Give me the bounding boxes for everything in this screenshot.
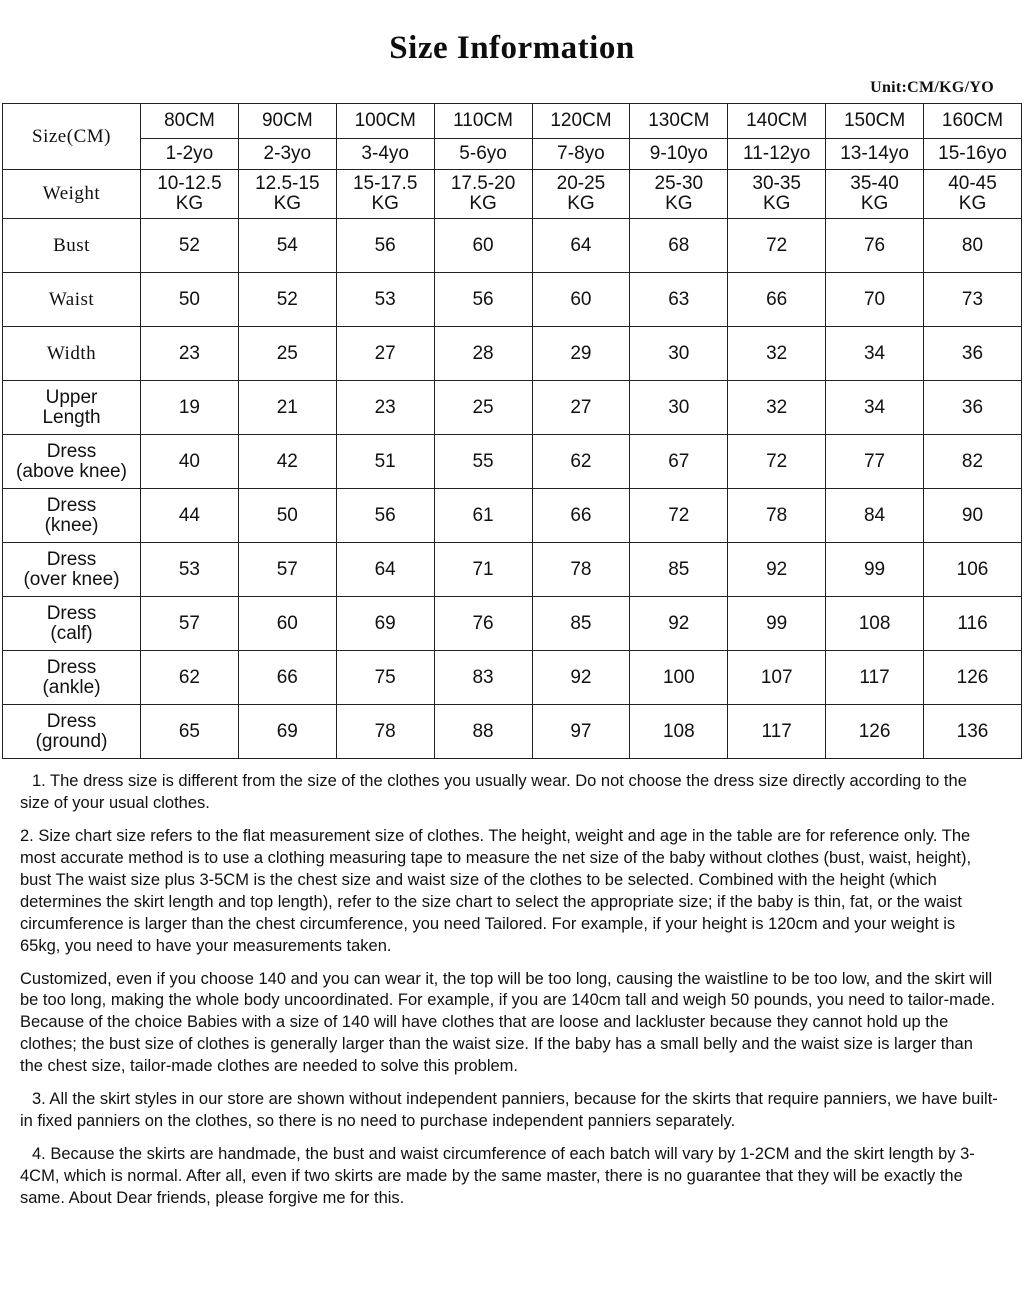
cell-1-3: 56 [434,273,532,327]
header-age-1: 2-3yo [238,139,336,170]
size-chart-page [0,22,1024,1241]
cell-0-4: 64 [532,219,630,273]
weight-value-3: 17.5-20 KG [434,170,532,219]
row-label-4: Dress (above knee) [3,435,141,489]
cell-5-1: 50 [238,489,336,543]
cell-5-4: 66 [532,489,630,543]
cell-4-2: 51 [336,435,434,489]
header-size-5: 130CM [630,104,728,139]
cell-3-2: 23 [336,381,434,435]
cell-2-6: 32 [728,327,826,381]
weight-value-4: 20-25 KG [532,170,630,219]
unit-label: Unit:CM/KG/YO [870,79,994,96]
cell-0-3: 60 [434,219,532,273]
corner-label: Size(CM) [3,104,141,170]
cell-0-0: 52 [141,219,239,273]
cell-2-1: 25 [238,327,336,381]
cell-9-5: 108 [630,705,728,759]
weight-value-8: 40-45 KG [924,170,1022,219]
cell-9-2: 78 [336,705,434,759]
cell-1-0: 50 [141,273,239,327]
cell-3-7: 34 [826,381,924,435]
table-row [3,273,1022,327]
cell-6-5: 85 [630,543,728,597]
cell-8-7: 117 [826,651,924,705]
note-2b: Customized, even if you choose 140 and you can wear it, the top will be too long, causing the waistline to be too low, and the skirt will be too long, making the whole body uncoordinated. For example, if you are 140cm tall and weigh 50 pounds, you need to tailor-made. Because of the choice Babies with a size of 140 will have clothes that are loose and lackluster because they cannot hold up the clothes; the bust size of clothes is generally larger than the waist size. If the baby has a small belly and the waist size is larger than the chest size, tailor-made clothes are needed to solve this problem. [20,969,996,1076]
cell-3-4: 27 [532,381,630,435]
header-size-0: 80CM [141,104,239,139]
cell-4-1: 42 [238,435,336,489]
cell-8-0: 62 [141,651,239,705]
cell-8-4: 92 [532,651,630,705]
cell-9-6: 117 [728,705,826,759]
cell-1-6: 66 [728,273,826,327]
cell-8-8: 126 [924,651,1022,705]
table-header-sizes [3,104,1022,139]
cell-4-0: 40 [141,435,239,489]
cell-0-6: 72 [728,219,826,273]
header-size-1: 90CM [238,104,336,139]
header-age-0: 1-2yo [141,139,239,170]
cell-0-1: 54 [238,219,336,273]
cell-0-2: 56 [336,219,434,273]
cell-1-8: 73 [924,273,1022,327]
row-label-7: Dress (calf) [3,597,141,651]
cell-6-2: 64 [336,543,434,597]
note-1: 1. The dress size is different from the size of the clothes you usually wear. Do not choose the dress size directly according to the size of your usual clothes. [20,772,967,812]
cell-3-6: 32 [728,381,826,435]
cell-5-7: 84 [826,489,924,543]
cell-1-1: 52 [238,273,336,327]
header-size-3: 110CM [434,104,532,139]
row-label-weight: Weight [3,170,141,219]
cell-7-3: 76 [434,597,532,651]
header-size-4: 120CM [532,104,630,139]
table-row [3,651,1022,705]
cell-5-0: 44 [141,489,239,543]
cell-2-5: 30 [630,327,728,381]
table-row [3,543,1022,597]
header-size-8: 160CM [924,104,1022,139]
cell-9-4: 97 [532,705,630,759]
row-label-5: Dress (knee) [3,489,141,543]
notes-section [0,759,1024,1241]
cell-6-4: 78 [532,543,630,597]
weight-value-6: 30-35 KG [728,170,826,219]
cell-0-7: 76 [826,219,924,273]
row-label-2: Width [3,327,141,381]
note-2: 2. Size chart size refers to the flat measurement size of clothes. The height, weight and age in the table are for reference only. The most accurate method is to use a clothing measuring tape to measure the net size of the baby without clothes (bust, waist, height), bust The waist size plus 3-5CM is the chest size and waist size of the clothes to be selected. Combined with the height (which determines the skirt length and top length), refer to the size chart to select the appropriate size; if the baby is thin, fat, or the waist circumference is larger than the chest circumference, you need Tailored. For example, if your height is 120cm and your weight is 65kg, you need to have your measurements taken. [20,826,972,955]
table-row [3,705,1022,759]
weight-value-2: 15-17.5 KG [336,170,434,219]
header-age-6: 11-12yo [728,139,826,170]
header-age-2: 3-4yo [336,139,434,170]
cell-8-3: 83 [434,651,532,705]
cell-7-0: 57 [141,597,239,651]
cell-7-7: 108 [826,597,924,651]
cell-8-6: 107 [728,651,826,705]
cell-2-8: 36 [924,327,1022,381]
cell-4-4: 62 [532,435,630,489]
weight-value-5: 25-30 KG [630,170,728,219]
cell-0-8: 80 [924,219,1022,273]
cell-4-8: 82 [924,435,1022,489]
cell-7-4: 85 [532,597,630,651]
note-4: 4. Because the skirts are handmade, the bust and waist circumference of each batch will vary by 1-2CM and the skirt length by 3-4CM, which is normal. After all, even if two skirts are made by the same master, there is no guarantee that they will be exactly the same. About Dear friends, please forgive me for this. [20,1145,975,1207]
header-age-3: 5-6yo [434,139,532,170]
cell-0-5: 68 [630,219,728,273]
row-label-0: Bust [3,219,141,273]
cell-5-6: 78 [728,489,826,543]
cell-5-3: 61 [434,489,532,543]
cell-2-3: 28 [434,327,532,381]
cell-4-7: 77 [826,435,924,489]
cell-3-3: 25 [434,381,532,435]
cell-3-8: 36 [924,381,1022,435]
cell-1-2: 53 [336,273,434,327]
note-3: 3. All the skirt styles in our store are shown without independent panniers, because for the skirts that require panniers, we have built-in fixed panniers on the clothes, so there is no need to purchase independent panniers separately. [20,1090,998,1131]
table-header-ages [3,139,1022,170]
cell-5-5: 72 [630,489,728,543]
cell-7-2: 69 [336,597,434,651]
cell-1-4: 60 [532,273,630,327]
cell-8-5: 100 [630,651,728,705]
cell-6-1: 57 [238,543,336,597]
table-row [3,327,1022,381]
header-size-2: 100CM [336,104,434,139]
cell-8-1: 66 [238,651,336,705]
cell-9-7: 126 [826,705,924,759]
cell-1-5: 63 [630,273,728,327]
table-row-weight [3,170,1022,219]
header-age-5: 9-10yo [630,139,728,170]
cell-4-6: 72 [728,435,826,489]
page-title: Size Information [389,30,635,66]
cell-5-2: 56 [336,489,434,543]
header-size-6: 140CM [728,104,826,139]
cell-1-7: 70 [826,273,924,327]
row-label-1: Waist [3,273,141,327]
table-row [3,489,1022,543]
cell-4-5: 67 [630,435,728,489]
cell-7-5: 92 [630,597,728,651]
cell-3-1: 21 [238,381,336,435]
header-age-8: 15-16yo [924,139,1022,170]
cell-7-6: 99 [728,597,826,651]
cell-7-8: 116 [924,597,1022,651]
cell-5-8: 90 [924,489,1022,543]
table-row [3,435,1022,489]
cell-7-1: 60 [238,597,336,651]
weight-value-7: 35-40 KG [826,170,924,219]
header-age-4: 7-8yo [532,139,630,170]
row-label-9: Dress (ground) [3,705,141,759]
header-size-7: 150CM [826,104,924,139]
cell-4-3: 55 [434,435,532,489]
header-age-7: 13-14yo [826,139,924,170]
table-row [3,219,1022,273]
cell-2-4: 29 [532,327,630,381]
cell-6-3: 71 [434,543,532,597]
cell-6-7: 99 [826,543,924,597]
cell-8-2: 75 [336,651,434,705]
cell-3-0: 19 [141,381,239,435]
cell-9-3: 88 [434,705,532,759]
cell-2-0: 23 [141,327,239,381]
row-label-8: Dress (ankle) [3,651,141,705]
cell-6-8: 106 [924,543,1022,597]
row-label-3: Upper Length [3,381,141,435]
table-row [3,381,1022,435]
cell-9-0: 65 [141,705,239,759]
table-row [3,597,1022,651]
cell-9-1: 69 [238,705,336,759]
weight-value-0: 10-12.5 KG [141,170,239,219]
cell-3-5: 30 [630,381,728,435]
cell-9-8: 136 [924,705,1022,759]
size-table [2,103,1022,759]
weight-value-1: 12.5-15 KG [238,170,336,219]
cell-6-6: 92 [728,543,826,597]
cell-2-7: 34 [826,327,924,381]
cell-6-0: 53 [141,543,239,597]
row-label-6: Dress (over knee) [3,543,141,597]
cell-2-2: 27 [336,327,434,381]
